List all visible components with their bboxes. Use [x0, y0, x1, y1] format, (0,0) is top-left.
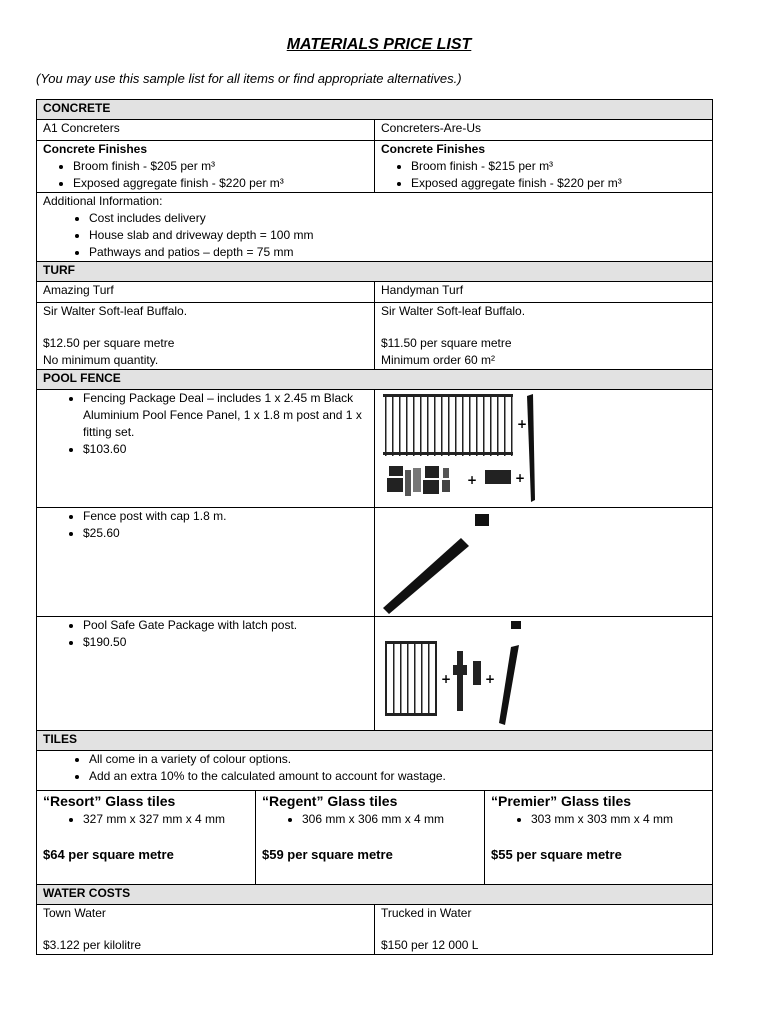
list-item: • 327 mm x 327 mm x 4 mm	[83, 811, 249, 828]
page-subtitle: (You may use this sample list for all items or find appropriate alternatives.)	[36, 71, 462, 86]
water-town	[37, 904, 375, 954]
list-item: • $103.60	[83, 441, 368, 458]
list-item: • $190.50	[83, 634, 368, 651]
tile-name: “Regent” Glass tiles	[262, 793, 398, 809]
tile-name: “Premier” Glass tiles	[491, 793, 632, 809]
tile-price: $64 per square metre	[43, 847, 174, 862]
list-item: • Broom finish - $215 per m³	[411, 158, 706, 175]
list-item: • Exposed aggregate finish - $220 per m³	[73, 175, 368, 192]
concrete-additional-info	[37, 193, 713, 262]
price-table-main	[36, 99, 713, 791]
info-label: Additional Information:	[43, 194, 163, 208]
list-item: • House slab and driveway depth = 100 mm	[89, 227, 706, 244]
turf-price: $12.50 per square metre	[43, 336, 175, 350]
tile-price: $59 per square metre	[262, 847, 393, 862]
concrete-finishes-us	[375, 141, 713, 193]
tile-resort	[37, 791, 256, 884]
gate-package-illustration	[375, 617, 713, 730]
fence-fittings-icon	[387, 466, 511, 496]
turf-vendor-handyman: Handyman Turf	[375, 282, 713, 303]
concrete-finishes-label: Concrete Finishes	[43, 142, 148, 156]
list-item: • 306 mm x 306 mm x 4 mm	[302, 811, 478, 828]
gate-package-image-cell	[375, 617, 713, 731]
fence-panel-icon	[383, 394, 513, 456]
plus-sign: +	[441, 672, 452, 686]
latch-icon	[453, 651, 481, 711]
water-table	[36, 885, 713, 955]
turf-type: Sir Walter Soft-leaf Buffalo.	[43, 304, 188, 318]
fence-post-icon	[383, 514, 489, 614]
latch-post-icon	[499, 621, 521, 725]
list-item: • All come in a variety of colour options.	[89, 751, 706, 768]
tiles-notes	[37, 751, 713, 791]
list-item: • $25.60	[83, 525, 368, 542]
fence-package-desc	[37, 390, 375, 508]
pool-fence-heading: POOL FENCE	[37, 370, 713, 390]
list-item: • 303 mm x 303 mm x 4 mm	[531, 811, 706, 828]
price-list-sheet	[36, 99, 712, 955]
tiles-table	[36, 791, 713, 885]
fence-package-image-cell	[375, 390, 713, 508]
tile-price: $55 per square metre	[491, 847, 622, 862]
concrete-vendor-us: Concreters-Are-Us	[375, 120, 713, 141]
list-item: • Exposed aggregate finish - $220 per m³	[411, 175, 706, 192]
list-item: • Cost includes delivery	[89, 210, 706, 227]
concrete-vendor-a1: A1 Concreters	[37, 120, 375, 141]
water-trucked	[375, 904, 713, 954]
tiles-heading: TILES	[37, 731, 713, 751]
fence-post-icon	[527, 394, 535, 502]
water-option-price: $3.122 per kilolitre	[43, 937, 142, 952]
water-option-name: Town Water	[43, 905, 106, 920]
tile-name: “Resort” Glass tiles	[43, 793, 176, 809]
fence-package-illustration	[375, 390, 713, 507]
list-item: • Pool Safe Gate Package with latch post.	[83, 617, 368, 634]
list-item: • Fencing Package Deal – includes 1 x 2.45 m Black Aluminium Pool Fence Panel, 1 x 1.8 m post and 1 x fitting set.	[83, 390, 368, 441]
turf-note: Minimum order 60 m²	[381, 353, 496, 367]
plus-sign: +	[515, 471, 526, 485]
turf-price: $11.50 per square metre	[381, 336, 512, 350]
turf-type: Sir Walter Soft-leaf Buffalo.	[381, 304, 526, 318]
list-item: • Pathways and patios – depth = 75 mm	[89, 244, 706, 261]
turf-note: No minimum quantity.	[43, 353, 159, 367]
turf-details-amazing	[37, 303, 375, 370]
water-option-name: Trucked in Water	[381, 905, 472, 920]
turf-heading: TURF	[37, 262, 713, 282]
fence-post-desc	[37, 508, 375, 617]
plus-sign: +	[517, 417, 528, 431]
fence-post-image-cell	[375, 508, 713, 617]
plus-sign: +	[467, 473, 478, 487]
water-heading: WATER COSTS	[37, 885, 713, 905]
page-title: MATERIALS PRICE LIST	[286, 36, 472, 53]
gate-icon	[385, 641, 437, 716]
fence-post-illustration	[375, 508, 713, 616]
list-item: • Broom finish - $205 per m³	[73, 158, 368, 175]
list-item: • Add an extra 10% to the calculated amount to account for wastage.	[89, 768, 706, 785]
plus-sign: +	[485, 672, 496, 686]
concrete-heading: CONCRETE	[37, 100, 713, 120]
concrete-finishes-label: Concrete Finishes	[381, 142, 486, 156]
turf-vendor-amazing: Amazing Turf	[37, 282, 375, 303]
water-option-price: $150 per 12 000 L	[381, 937, 479, 952]
tile-regent	[256, 791, 485, 884]
concrete-finishes-a1	[37, 141, 375, 193]
tile-premier	[485, 791, 713, 884]
gate-package-desc	[37, 617, 375, 731]
turf-details-handyman	[375, 303, 713, 370]
list-item: • Fence post with cap 1.8 m.	[83, 508, 368, 525]
